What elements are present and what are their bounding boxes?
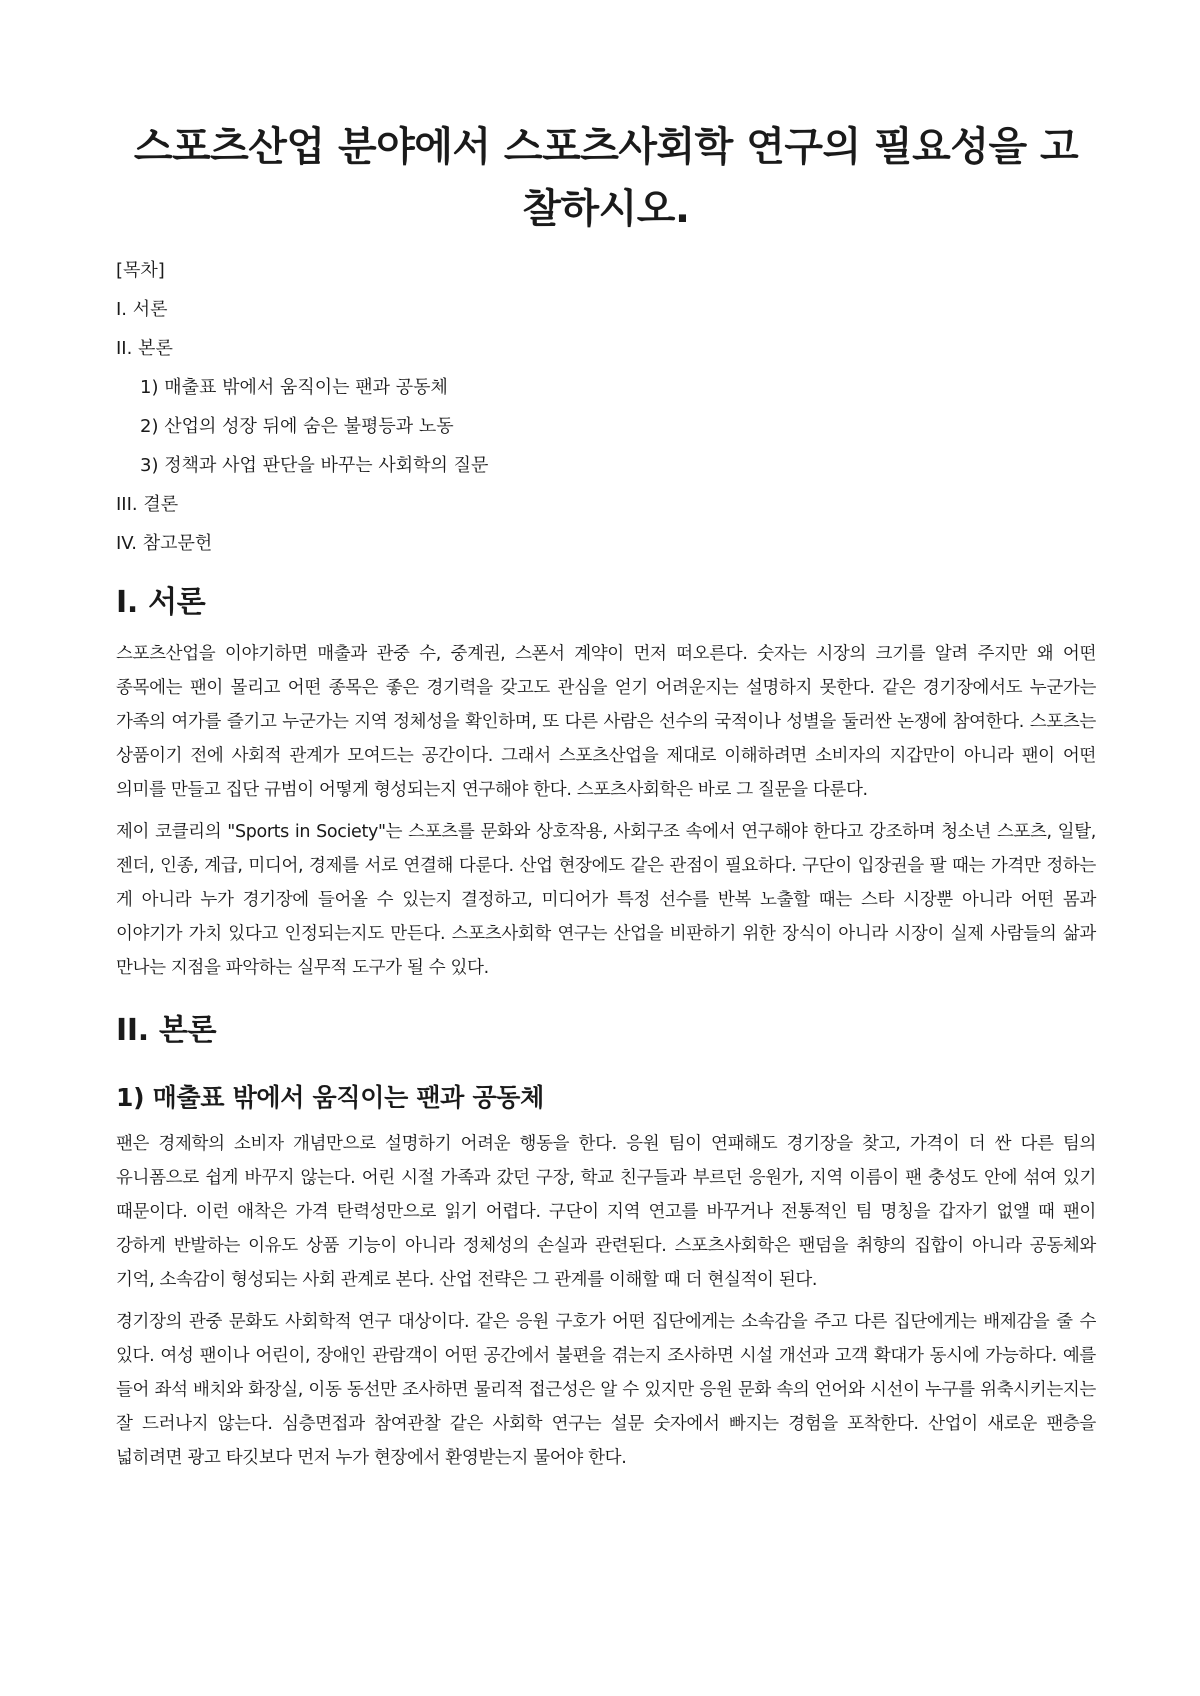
- paragraph: 제이 코클리의 "Sports in Society"는 스포츠를 문화와 상호작용, 사회구조 속에서 연구해야 한다고 강조하며 청소년 스포츠, 일탈, 젠더, 인종, 계급, 미디어, 경제를 서로 연결해 다룬다. 산업 현장에도 같은 관점이 필요하다. 구단이 입장권을 팔 때는 가격만 정하는 게 아니라 누가 경기장에 들어올 수 있는지 결정하고, 미디어가 특정 선수를 반복 노출할 때는 스타 시장뿐 아니라 어떤 몸과 이야기가 가치 있다고 인정되는지도 만든다. 스포츠사회학 연구는 산업을 비판하기 위한 장식이 아니라 시장이 실제 사람들의 삶과 만나는 지점을 파악하는 실무적 도구가 될 수 있다.: [116, 822, 1096, 978]
- section-heading-body: II. 본론: [116, 1013, 217, 1048]
- toc-item: II. 본론: [116, 338, 173, 359]
- document-title: 스포츠산업 분야에서 스포츠사회학 연구의 필요성을 고찰하시오.: [133, 124, 1079, 232]
- toc-subitem: 1) 매출표 밖에서 움직이는 팬과 공동체: [140, 377, 448, 398]
- table-of-contents: [116, 258, 1096, 557]
- toc-item: I. 서론: [116, 299, 168, 320]
- toc-subitem: 3) 정책과 사업 판단을 바꾸는 사회학의 질문: [140, 455, 489, 476]
- subsection-heading: 1) 매출표 밖에서 움직이는 팬과 공동체: [116, 1083, 544, 1112]
- paragraph: 스포츠산업을 이야기하면 매출과 관중 수, 중계권, 스폰서 계약이 먼저 떠오른다. 숫자는 시장의 크기를 알려 주지만 왜 어떤 종목에는 팬이 몰리고 어떤 종목은 좋은 경기력을 갖고도 관심을 얻기 어려운지는 설명하지 못한다. 같은 경기장에서도 누군가는 가족의 여가를 즐기고 누군가는 지역 정체성을 확인하며, 또 다른 사람은 선수의 국적이나 성별을 둘러싼 논쟁에 참여한다. 스포츠는 상품이기 전에 사회적 관계가 모여드는 공간이다. 그래서 스포츠산업을 제대로 이해하려면 소비자의 지갑만이 아니라 팬이 어떤 의미를 만들고 집단 규범이 어떻게 형성되는지 연구해야 한다. 스포츠사회학은 바로 그 질문을 다룬다.: [116, 644, 1096, 800]
- toc-item: IV. 참고문헌: [116, 533, 213, 554]
- toc-subitem: 2) 산업의 성장 뒤에 숨은 불평등과 노동: [140, 416, 454, 437]
- body-section: [116, 1011, 1096, 1475]
- introduction-section: [116, 583, 1096, 985]
- toc-item: III. 결론: [116, 494, 179, 515]
- toc-heading: [목차]: [116, 260, 165, 281]
- section-heading-introduction: I. 서론: [116, 585, 206, 620]
- paragraph: 팬은 경제학의 소비자 개념만으로 설명하기 어려운 행동을 한다. 응원 팀이 연패해도 경기장을 찾고, 가격이 더 싼 다른 팀의 유니폼으로 쉽게 바꾸지 않는다. 어린 시절 가족과 갔던 구장, 학교 친구들과 부르던 응원가, 지역 이름이 팬 충성도 안에 섞여 있기 때문이다. 이런 애착은 가격 탄력성만으로 읽기 어렵다. 구단이 지역 연고를 바꾸거나 전통적인 팀 명칭을 갑자기 없앨 때 팬이 강하게 반발하는 이유도 상품 기능이 아니라 정체성의 손실과 관련된다. 스포츠사회학은 팬덤을 취향의 집합이 아니라 공동체와 기억, 소속감이 형성되는 사회 관계로 본다. 산업 전략은 그 관계를 이해할 때 더 현실적이 된다.: [116, 1134, 1096, 1290]
- paragraph: 경기장의 관중 문화도 사회학적 연구 대상이다. 같은 응원 구호가 어떤 집단에게는 소속감을 주고 다른 집단에게는 배제감을 줄 수 있다. 여성 팬이나 어린이, 장애인 관람객이 어떤 공간에서 불편을 겪는지 조사하면 시설 개선과 고객 확대가 동시에 가능하다. 예를 들어 좌석 배치와 화장실, 이동 동선만 조사하면 물리적 접근성은 알 수 있지만 응원 문화 속의 언어와 시선이 누구를 위축시키는지는 잘 드러나지 않는다. 심층면접과 참여관찰 같은 사회학 연구는 설문 숫자에서 빠지는 경험을 포착한다. 산업이 새로운 팬층을 넓히려면 광고 타깃보다 먼저 누가 현장에서 환영받는지 물어야 한다.: [116, 1312, 1096, 1468]
